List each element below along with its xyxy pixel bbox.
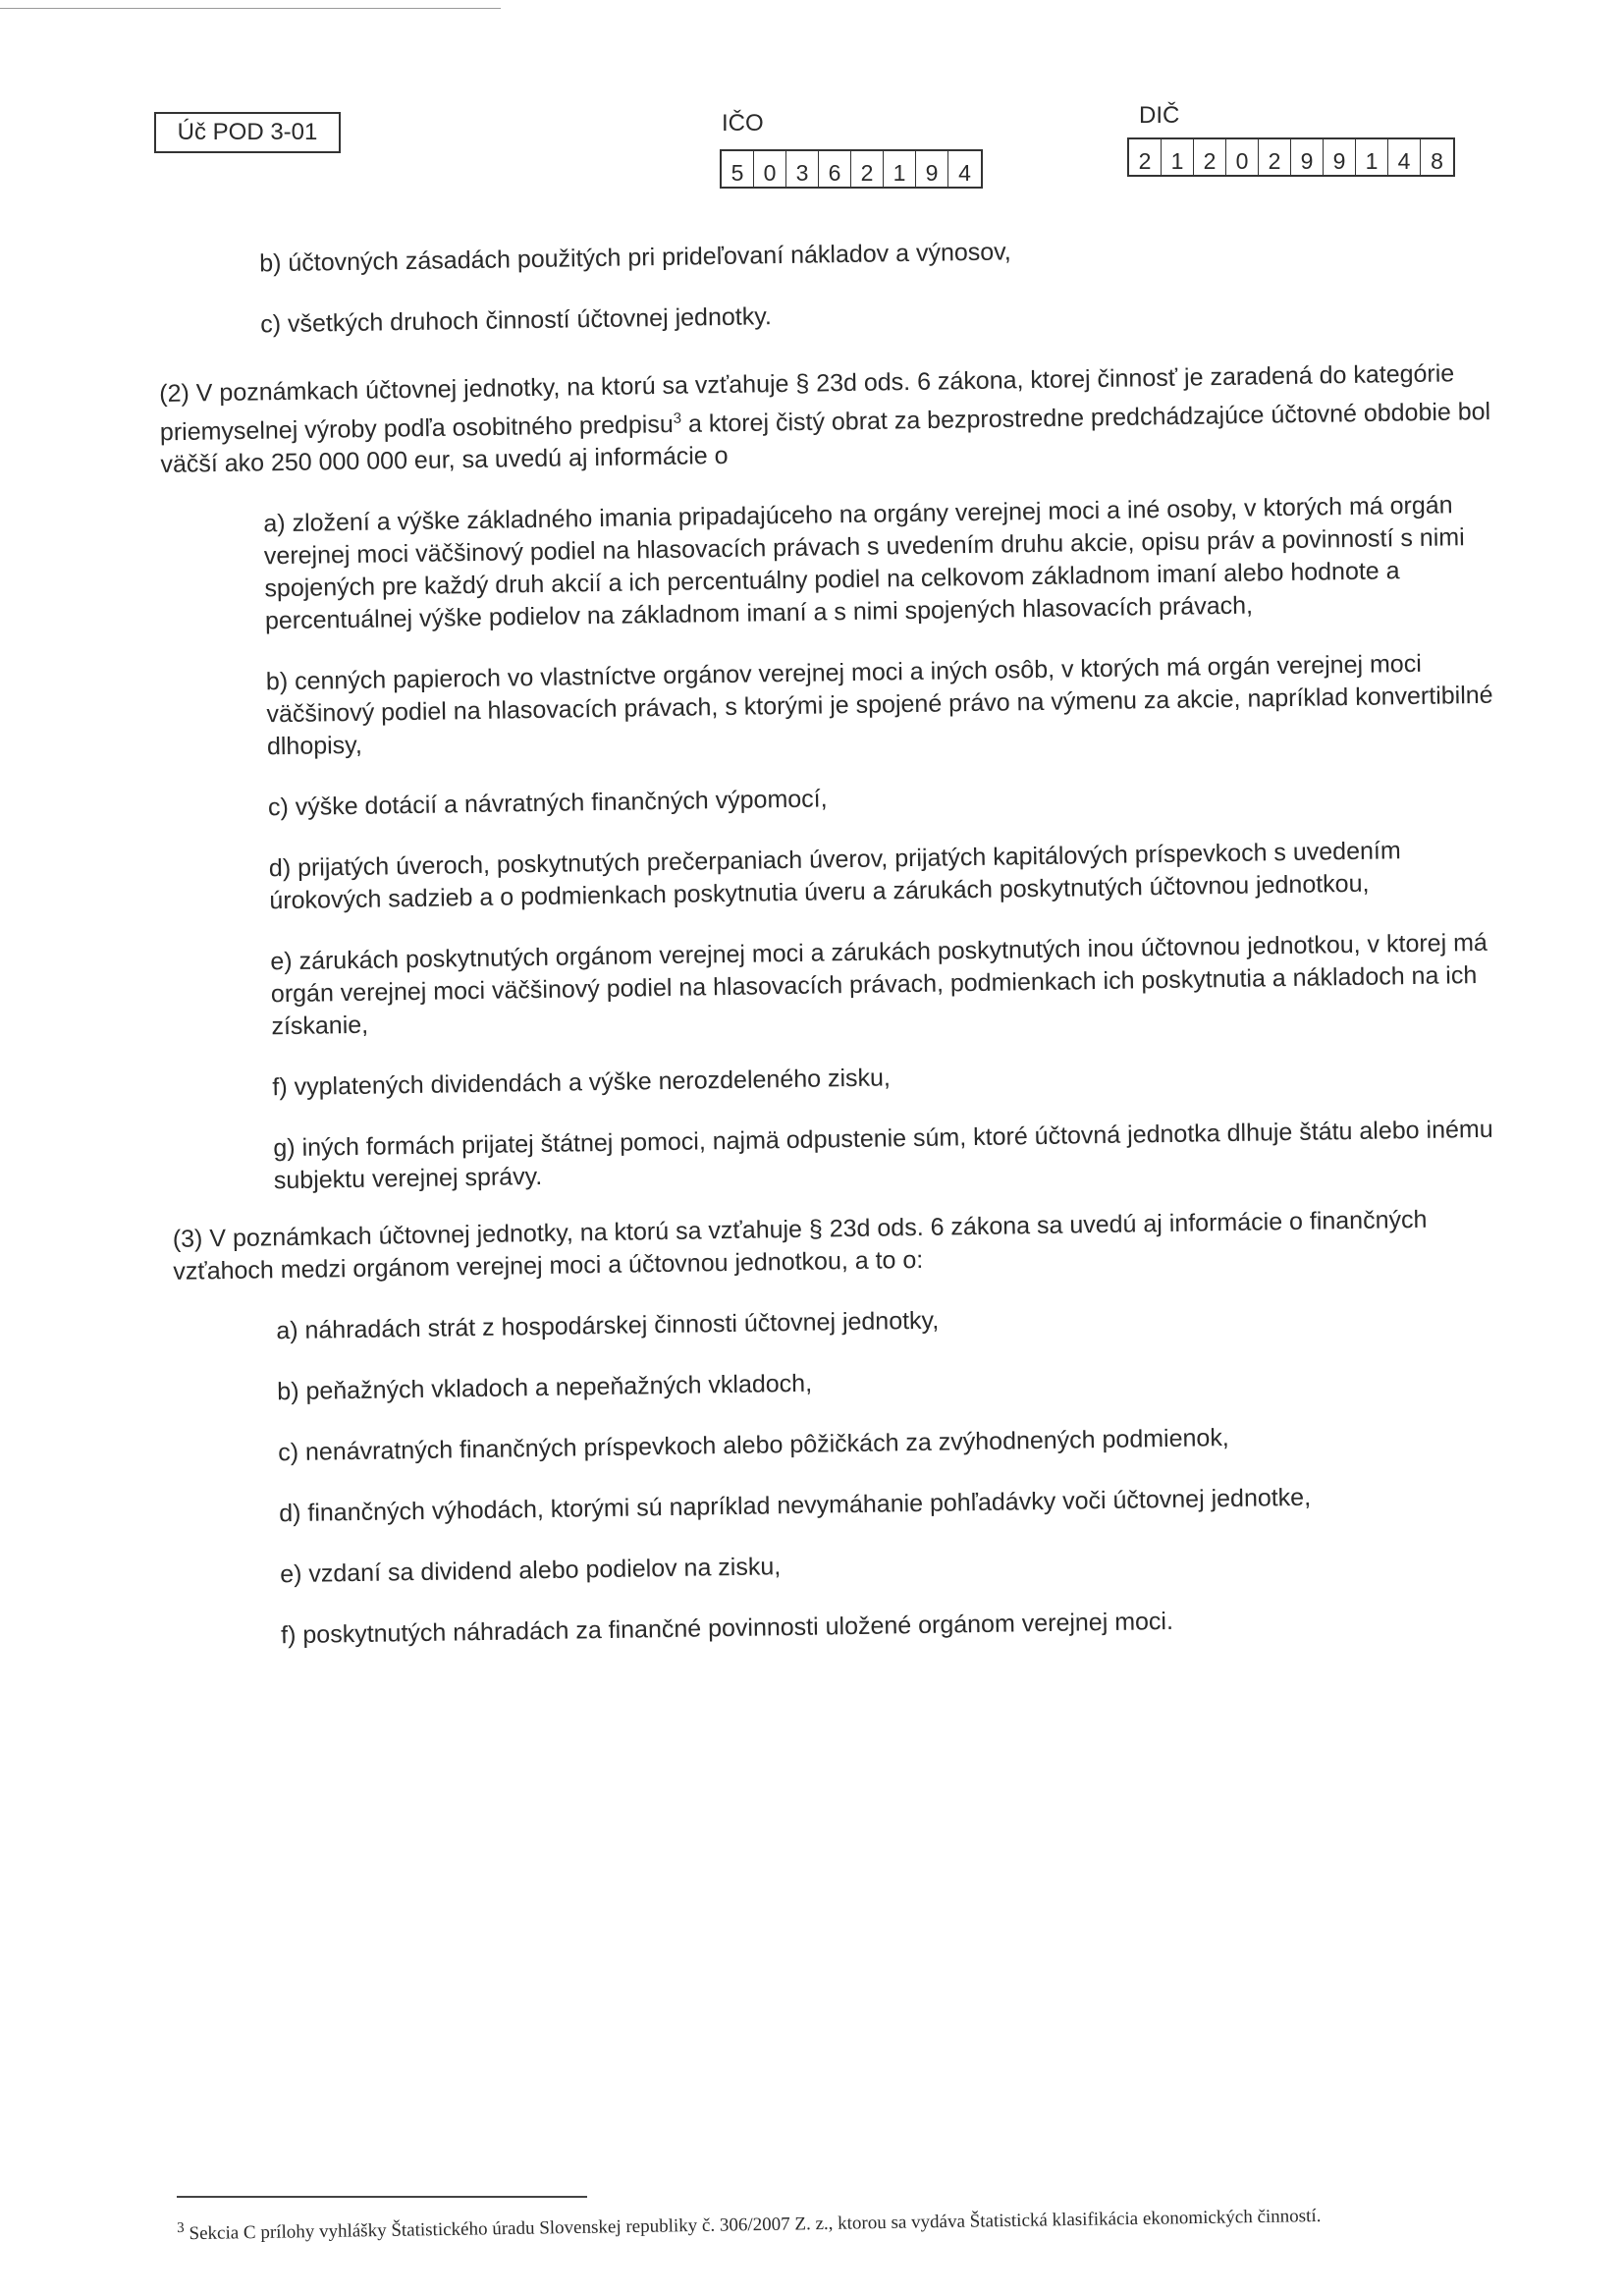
dic-label: DIČ xyxy=(1139,102,1180,129)
dic-digit: 1 xyxy=(1356,139,1388,175)
section-3-item-e: e) vzdaní sa dividend alebo podielov na zisku, xyxy=(279,1553,782,1589)
ico-digit: 4 xyxy=(958,160,971,186)
section-3-paragraph: (3) V poznámkach účtovnej jednotky, na ktorú sa vzťahuje § 23d ods. 6 zákona sa uvedú aj informácie o finančných vzťahoch medzi orgánom verejnej moci a účtovnou jednotkou, a to o: xyxy=(172,1206,1428,1286)
dic-digit: 8 xyxy=(1431,148,1443,174)
section-3-item-a: a) náhradách strát z hospodárskej činnosti účtovnej jednotky, xyxy=(276,1306,940,1345)
section-2-text-b: a ktorej čistý obrat za bezprostredne predchádzajúce účtovné obdobie bol väčší ako 250 000 000 eur, sa uvedú aj informácie o xyxy=(160,398,1491,479)
section-3-item-d: d) finančných výhodách, ktorými sú napríklad nevymáhanie pohľadávky voči účtovnej jednotke, xyxy=(279,1484,1312,1528)
section-3-item-c: c) nenávratných finančných príspevkoch alebo pôžičkách za zvýhodnených podmienok, xyxy=(278,1424,1229,1467)
intro-item-b: b) účtovných zásadách použitých pri prideľovaní nákladov a výnosov, xyxy=(259,238,1011,278)
section-2-item-g: g) iných formách prijatej štátnej pomoci, najmä odpustenie súm, ktoré účtovná jednotka dlhuje štátu alebo inému subjektu verejnej správy. xyxy=(273,1116,1493,1195)
section-2-item-b: b) cenných papieroch vo vlastníctve orgánov verejnej moci a iných osôb, v ktorých má orgán verejnej moci väčšinový podiel na hlasovacích právach, s ktorými je spojené právo na výmenu za akcie, napríklad konvertibilné dlhopisy, xyxy=(265,650,1493,761)
ico-digit-boxes xyxy=(720,149,983,189)
ico-digit: 2 xyxy=(851,151,884,187)
ico-digit: 3 xyxy=(786,151,819,187)
section-2-item-f: f) vyplatených dividendách a výške nerozdeleného zisku, xyxy=(272,1064,892,1102)
footnote-number: 3 xyxy=(177,2219,185,2236)
dic-digit: 4 xyxy=(1388,139,1421,175)
dic-digit: 9 xyxy=(1324,139,1356,175)
section-2-text-a: (2) V poznámkach účtovnej jednotky, na ktorú sa vzťahuje § 23d ods. 6 zákona, ktorej činnosť je zaradená do kategórie priemyselnej výroby podľa osobitného predpisu xyxy=(159,359,1455,447)
section-2-item-c: c) výške dotácií a návratných finančných výpomocí, xyxy=(267,785,828,822)
section-2-item-a: a) zložení a výške základného imania pripadajúceho na orgány verejnej moci a iné osoby, v ktorých má orgán verejnej moci väčšinový podiel na hlasovacích právach s uvedením druhu akcie, opisu práv a povinností s nimi spojených pre každý druh akcií a ich percentuálny podiel na celkovom základnom imaní alebo hodnote a percentuálnej výške podielov na základnom imaní a s nimi spojených hlasovacích právach, xyxy=(263,491,1465,635)
dic-digit-boxes xyxy=(1127,137,1455,177)
ico-digit: 5 xyxy=(722,151,754,187)
ico-label: IČO xyxy=(722,110,764,137)
intro-item-c: c) všetkých druhoch činností účtovnej jednotky. xyxy=(259,302,773,339)
form-code-box: Úč POD 3-01 xyxy=(154,112,341,153)
footnote xyxy=(177,2193,1473,2249)
footnote-reference: 3 xyxy=(673,410,682,427)
section-3-item-b: b) peňažných vkladoch a nepeňažných vkladoch, xyxy=(277,1369,813,1406)
ico-digit: 9 xyxy=(916,151,948,187)
dic-digit: 2 xyxy=(1129,139,1162,175)
dic-digit: 0 xyxy=(1226,139,1259,175)
ico-digit: 0 xyxy=(754,151,786,187)
section-2-item-d: d) prijatých úveroch, poskytnutých prečerpaniach úverov, prijatých kapitálových príspevkoch s uvedením úrokových sadzieb a o podmienkach poskytnutia úveru a zárukách poskytnutých účtovnou jednotkou, xyxy=(268,837,1401,915)
section-2-item-e: e) zárukách poskytnutých orgánom verejnej moci a zárukách poskytnutých inou účtovnou jednotkou, v ktorej má orgán verejnej moci väčšinový podiel na hlasovacích právach, podmienkach ich poskytnutia a nákladoch na ich získanie, xyxy=(270,929,1488,1041)
dic-digit: 2 xyxy=(1259,139,1291,175)
dic-digit: 2 xyxy=(1194,139,1226,175)
section-2-paragraph xyxy=(159,357,1495,482)
dic-digit: 9 xyxy=(1291,139,1324,175)
ico-digit: 1 xyxy=(884,151,916,187)
section-3-item-f: f) poskytnutých náhradách za finančné povinnosti uložené orgánom verejnej moci. xyxy=(280,1608,1174,1650)
footnote-text: Sekcia C prílohy vyhlášky Štatistického úradu Slovenskej republiky č. 306/2007 Z. z., ktorou sa vydáva Štatistická klasifikácia ekonomických činností. xyxy=(184,2206,1322,2245)
dic-digit: 1 xyxy=(1162,139,1194,175)
top-rule xyxy=(0,8,501,9)
ico-digit: 6 xyxy=(819,151,851,187)
footnote-separator xyxy=(177,2196,587,2198)
document-body xyxy=(157,229,1515,1683)
